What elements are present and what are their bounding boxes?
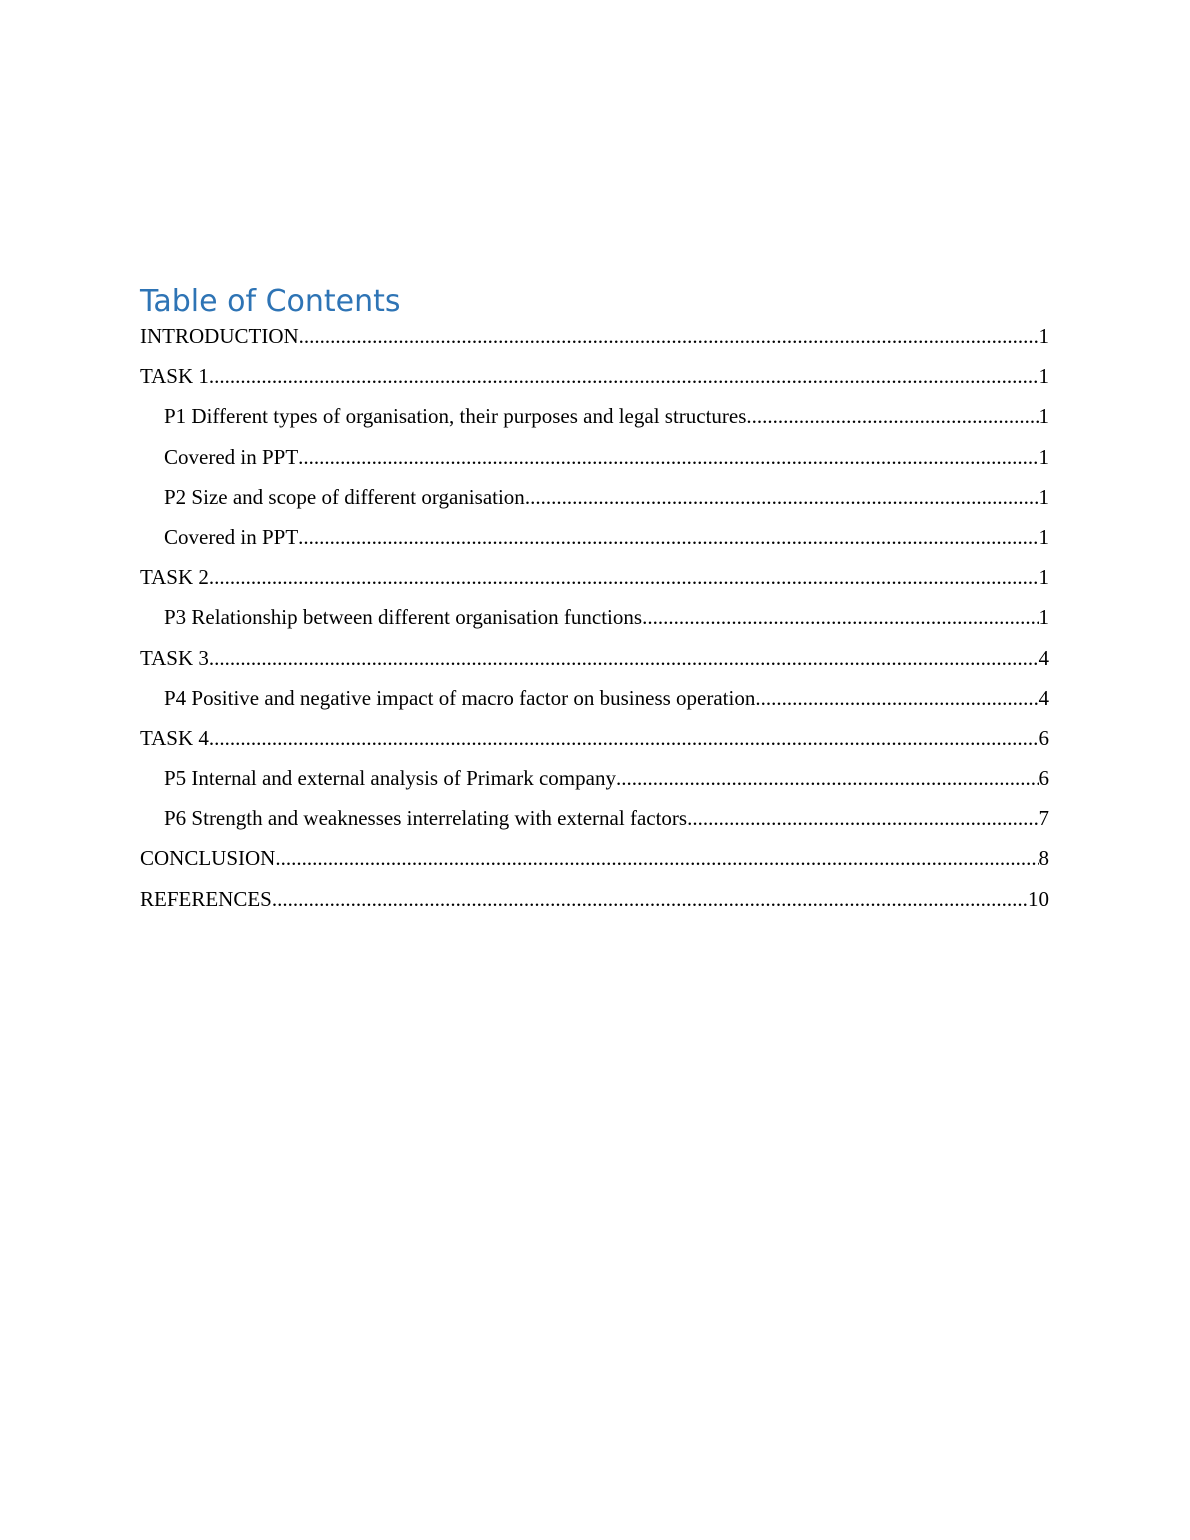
toc-page-number: 6 (1038, 725, 1049, 750)
toc-page-number: 1 (1038, 404, 1049, 429)
toc-title: Table of Contents (140, 284, 401, 319)
toc-page-number: 1 (1038, 324, 1049, 348)
toc-entry-text: INTRODUCTION (140, 324, 299, 348)
toc-entry-p3[interactable] (140, 603, 1049, 643)
toc-entry-covered-in-ppt-2[interactable] (140, 523, 1049, 563)
toc-page-number: 1 (1038, 484, 1049, 509)
toc-entry-text: TASK 2 (140, 565, 209, 590)
toc-dot-leader (209, 563, 1039, 591)
toc-dot-leader (275, 844, 1038, 872)
toc-entry-text: P6 Strength and weaknesses interrelating with external factors (164, 806, 688, 831)
toc-dot-leader (209, 362, 1039, 390)
toc-entry-task-2[interactable] (140, 563, 1049, 603)
toc-page-number: 8 (1038, 846, 1049, 871)
toc-entry-text: P3 Relationship between different organisation functions (164, 605, 643, 630)
toc-dot-leader (298, 523, 1038, 551)
toc-entry-p5[interactable] (140, 764, 1049, 804)
toc-entry-task-3[interactable] (140, 644, 1049, 684)
toc-list (140, 322, 1049, 925)
toc-entry-text: TASK 4 (140, 725, 209, 750)
toc-page-number: 6 (1038, 766, 1049, 791)
toc-entry-references[interactable] (140, 885, 1049, 925)
toc-entry-covered-in-ppt-1[interactable] (140, 443, 1049, 483)
toc-entry-introduction[interactable] (140, 322, 1049, 362)
toc-entry-text: TASK 3 (140, 645, 209, 670)
toc-page-number: 1 (1038, 444, 1049, 469)
toc-dot-leader (642, 603, 1038, 631)
toc-page-number: 1 (1038, 565, 1049, 590)
toc-entry-text: P5 Internal and external analysis of Primark company (164, 766, 616, 791)
toc-dot-leader (272, 885, 1028, 913)
toc-page-number: 4 (1038, 645, 1049, 670)
toc-entry-text: Covered in PPT (164, 524, 299, 549)
toc-page-number: 4 (1038, 685, 1049, 710)
toc-dot-leader (746, 402, 1038, 430)
toc-entry-p1[interactable] (140, 402, 1049, 442)
toc-page-number: 1 (1038, 364, 1049, 389)
toc-entry-text: P2 Size and scope of different organisation (164, 484, 525, 509)
toc-dot-leader (209, 644, 1039, 672)
toc-dot-leader (298, 443, 1038, 471)
toc-entry-p4[interactable] (140, 684, 1049, 724)
toc-dot-leader (525, 483, 1039, 511)
toc-dot-leader (755, 684, 1038, 712)
toc-page-number: 10 (1028, 886, 1049, 911)
toc-entry-task-1[interactable] (140, 362, 1049, 402)
toc-entry-conclusion[interactable] (140, 844, 1049, 884)
toc-entry-p2[interactable] (140, 483, 1049, 523)
toc-dot-leader (299, 322, 1039, 350)
toc-entry-task-4[interactable] (140, 724, 1049, 764)
toc-entry-text: P4 Positive and negative impact of macro factor on business operation (164, 685, 756, 710)
toc-entry-text: REFERENCES (140, 886, 272, 911)
toc-entry-text: P1 Different types of organisation, their purposes and legal structures (164, 404, 747, 429)
toc-page-number: 1 (1038, 524, 1049, 549)
toc-dot-leader (687, 804, 1038, 832)
toc-dot-leader (209, 724, 1039, 752)
toc-entry-text: CONCLUSION (140, 846, 276, 871)
toc-dot-leader (616, 764, 1039, 792)
toc-page-number: 1 (1038, 605, 1049, 630)
toc-entry-text: TASK 1 (140, 364, 209, 389)
toc-page-number: 7 (1038, 806, 1049, 831)
toc-entry-p6[interactable] (140, 804, 1049, 844)
toc-entry-text: Covered in PPT (164, 444, 299, 469)
